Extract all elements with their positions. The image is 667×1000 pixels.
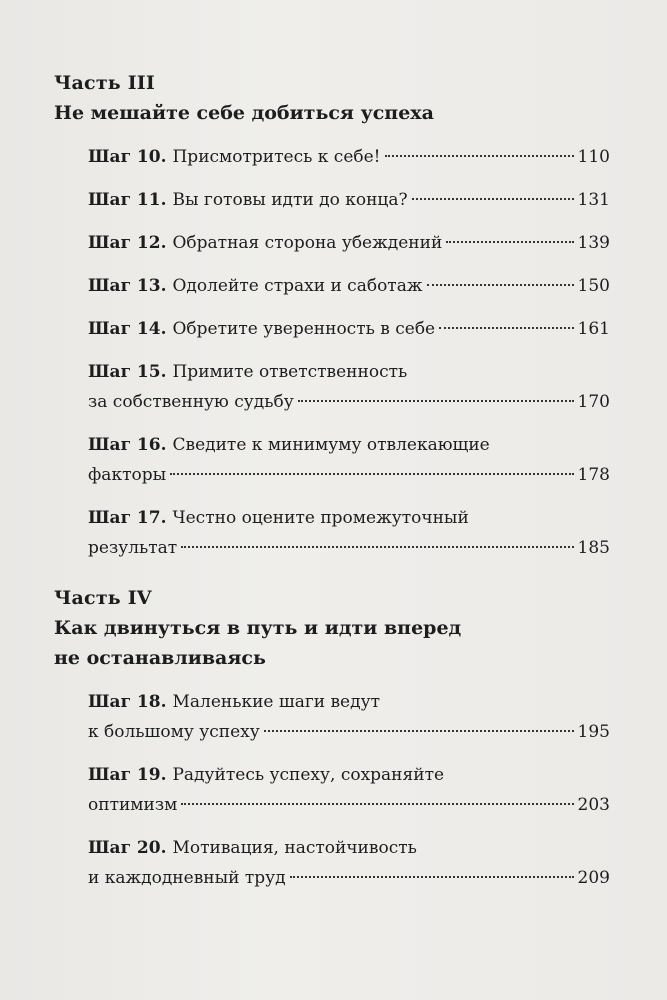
- step-label: Шаг 11.: [88, 190, 167, 210]
- step-title-continued: за собственную судьбу: [88, 392, 294, 412]
- toc-entry-step-16[interactable]: [88, 430, 610, 490]
- step-label: Шаг 16.: [88, 435, 167, 455]
- page-number: 131: [577, 190, 610, 210]
- toc-entry-step-17[interactable]: [88, 503, 610, 563]
- toc-entry-step-12[interactable]: [88, 228, 610, 258]
- step-title: Примите ответственность: [172, 362, 408, 382]
- step-title: Сведите к минимуму отвлекающие: [172, 435, 490, 455]
- page-number: 139: [577, 233, 610, 253]
- step-label: Шаг 15.: [88, 362, 167, 382]
- table-of-contents: [54, 68, 610, 913]
- step-label: Шаг 13.: [88, 276, 167, 296]
- page-number: 150: [577, 276, 610, 296]
- leader-dots: [439, 327, 573, 329]
- step-title-continued: результат: [88, 538, 178, 558]
- step-title: Присмотритесь к себе!: [172, 147, 381, 167]
- leader-dots: [385, 155, 574, 157]
- leader-dots: [446, 241, 573, 243]
- step-title: Обретите уверенность в себе: [172, 319, 436, 339]
- page-number: 110: [577, 147, 610, 167]
- step-label: Шаг 10.: [88, 147, 167, 167]
- step-title: Радуйтесь успеху, сохраняйте: [172, 765, 445, 785]
- step-label: Шаг 14.: [88, 319, 167, 339]
- toc-entry-step-20[interactable]: [88, 833, 610, 893]
- part-label: Часть III: [54, 72, 155, 94]
- toc-entry-step-10[interactable]: [88, 142, 610, 172]
- step-label: Шаг 17.: [88, 508, 167, 528]
- step-title-continued: и каждодневный труд: [88, 868, 286, 888]
- toc-entry-step-11[interactable]: [88, 185, 610, 215]
- part-4-entries: [88, 687, 610, 893]
- leader-dots: [181, 803, 573, 805]
- step-title: Честно оцените промежуточный: [172, 508, 469, 528]
- step-label: Шаг 20.: [88, 838, 167, 858]
- part-title: Как двинуться в путь и идти вперед: [54, 617, 462, 639]
- part-title-continued: не останавливаясь: [54, 647, 266, 669]
- leader-dots: [298, 400, 574, 402]
- page-number: 185: [577, 538, 610, 558]
- step-label: Шаг 19.: [88, 765, 167, 785]
- step-title: Обратная сторона убеждений: [172, 233, 443, 253]
- toc-entry-step-18[interactable]: [88, 687, 610, 747]
- leader-dots: [290, 876, 574, 878]
- step-label: Шаг 12.: [88, 233, 167, 253]
- step-label: Шаг 18.: [88, 692, 167, 712]
- toc-entry-step-19[interactable]: [88, 760, 610, 820]
- part-3-entries: [88, 142, 610, 563]
- leader-dots: [412, 198, 574, 200]
- part-3: [54, 68, 610, 563]
- leader-dots: [181, 546, 573, 548]
- toc-entry-step-13[interactable]: [88, 271, 610, 301]
- part-label: Часть IV: [54, 587, 152, 609]
- page-number: 161: [577, 319, 610, 339]
- toc-entry-step-14[interactable]: [88, 314, 610, 344]
- page-number: 209: [577, 868, 610, 888]
- part-4: [54, 583, 610, 893]
- leader-dots: [427, 284, 574, 286]
- page-number: 170: [577, 392, 610, 412]
- page-number: 195: [577, 722, 610, 742]
- step-title-continued: к большому успеху: [88, 722, 260, 742]
- step-title-continued: оптимизм: [88, 795, 178, 815]
- step-title: Мотивация, настойчивость: [172, 838, 417, 858]
- step-title: Одолейте страхи и саботаж: [172, 276, 423, 296]
- leader-dots: [264, 730, 574, 732]
- part-title: Не мешайте себе добиться успеха: [54, 102, 434, 124]
- step-title: Маленькие шаги ведут: [172, 692, 380, 712]
- page-number: 178: [577, 465, 610, 485]
- step-title-continued: факторы: [88, 465, 167, 485]
- step-title: Вы готовы идти до конца?: [172, 190, 408, 210]
- toc-entry-step-15[interactable]: [88, 357, 610, 417]
- leader-dots: [170, 473, 573, 475]
- page-number: 203: [577, 795, 610, 815]
